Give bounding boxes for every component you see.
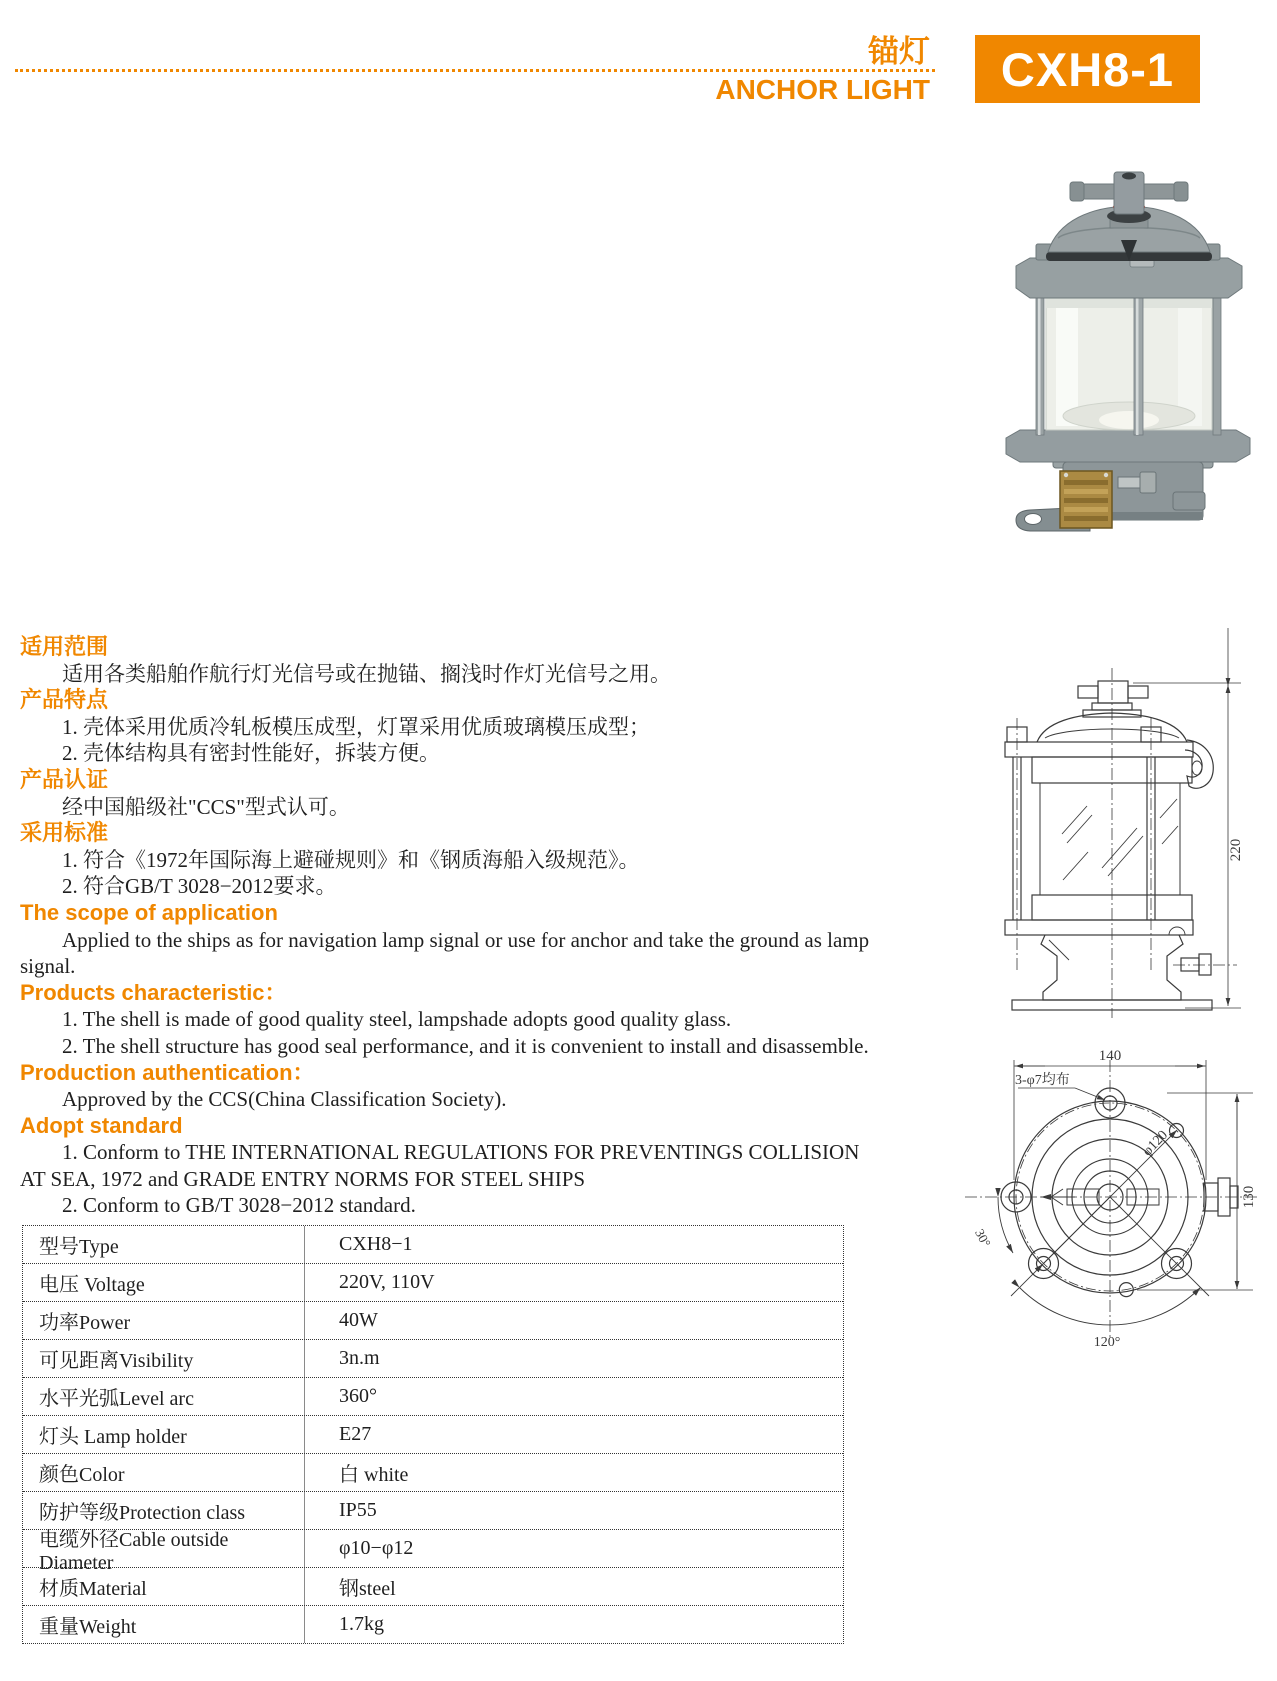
dim-width-label: 140 <box>1098 1048 1122 1064</box>
text-line: 1. Conform to THE INTERNATIONAL REGULATIONS FOR PREVENTINGS COLLISION <box>62 1140 860 1165</box>
text-line: signal. <box>20 954 76 979</box>
spec-value: 40W <box>339 1309 378 1331</box>
spec-label: 电缆外径Cable outside Diameter <box>23 1530 305 1567</box>
text-line: Applied to the ships as for navigation lamp signal or use for anchor and take the ground as lamp <box>62 927 870 952</box>
section-heading: 采用标准 <box>20 820 109 846</box>
model-badge <box>975 35 1200 103</box>
text-line: Approved by the CCS(China Classification Society). <box>62 1087 507 1112</box>
section-heading: 适用范围 <box>20 634 109 659</box>
table-row <box>23 1605 843 1643</box>
spec-label: 型号Type <box>23 1226 305 1263</box>
spec-value: 3n.m <box>339 1347 380 1369</box>
spec-label: 灯头 Lamp holder <box>23 1416 305 1453</box>
text-line: 经中国船级社"CCS"型式认可。 <box>62 794 350 819</box>
text-line: 2. Conform to GB/T 3028−2012 standard. <box>62 1193 416 1218</box>
table-row <box>23 1339 843 1377</box>
spec-label: 电压 Voltage <box>23 1264 305 1301</box>
spec-label: 防护等级Protection class <box>23 1492 305 1529</box>
dim-height-label: 220 <box>1228 838 1244 862</box>
spec-table <box>22 1225 844 1644</box>
text-line: 2. 符合GB/T 3028−2012要求。 <box>62 874 337 899</box>
bottom-view-drawing <box>915 1030 1277 1365</box>
section-heading: 产品特点 <box>20 687 109 713</box>
section-heading: Adopt standard <box>20 1112 183 1138</box>
spec-value: E27 <box>339 1423 372 1445</box>
angle-120-label: 120° <box>1093 1335 1121 1350</box>
table-row <box>23 1301 843 1339</box>
model-number: CXH8-1 <box>1000 42 1175 96</box>
section-heading: The scope of application <box>20 899 278 925</box>
text-line: 适用各类船舶作航行灯光信号或在抛锚、搁浅时作灯光信号之用。 <box>62 661 671 686</box>
section-heading: 产品认证 <box>20 766 109 792</box>
text-line: 1. The shell is made of good quality steel, lampshade adopts good quality glass. <box>62 1007 732 1032</box>
bottom-view-art <box>965 1060 1260 1338</box>
spec-value: 220V, 110V <box>339 1271 435 1293</box>
spec-value: 1.7kg <box>339 1613 384 1635</box>
table-row <box>23 1377 843 1415</box>
spec-value: 360° <box>339 1385 377 1407</box>
spec-value: 钢steel <box>339 1578 396 1600</box>
bolt-circle-label: φ120 <box>1139 1127 1171 1160</box>
spec-label: 水平光弧Level arc <box>23 1378 305 1415</box>
spec-label: 材质Material <box>23 1568 305 1605</box>
content-block <box>20 634 930 1219</box>
text-line: 2. The shell structure has good seal performance, and it is convenient to install and disassemble. <box>62 1033 869 1058</box>
table-row <box>23 1528 843 1574</box>
text-line: 1. 壳体采用优质冷轧板模压成型，灯罩采用优质玻璃模压成型； <box>62 714 650 739</box>
spec-label: 功率Power <box>23 1302 305 1339</box>
table-row <box>23 1567 843 1605</box>
spec-value: CXH8−1 <box>339 1233 413 1255</box>
table-row <box>23 1263 843 1301</box>
side-view-drawing <box>945 628 1275 1023</box>
spec-label: 可见距离Visibility <box>23 1340 305 1377</box>
section-heading: Production authentication： <box>20 1059 315 1085</box>
product-photo <box>920 140 1260 540</box>
angle-30-label: 30° <box>972 1226 994 1250</box>
spec-label: 重量Weight <box>23 1606 305 1643</box>
page-title-english: ANCHOR LIGHT <box>715 74 930 105</box>
lamp-photo-art <box>1006 172 1250 531</box>
text-line: AT SEA, 1972 and GRADE ENTRY NORMS FOR STEEL SHIPS <box>20 1166 586 1191</box>
side-view-art <box>1005 628 1241 1018</box>
holes-label: 3-φ7均布 <box>1015 1073 1070 1088</box>
spec-label: 颜色Color <box>23 1454 305 1491</box>
text-line: 1. 符合《1972年国际海上避碰规则》和《钢质海船入级规范》。 <box>62 847 640 872</box>
table-row <box>23 1226 843 1263</box>
page-title-chinese: 锚灯 <box>868 34 930 69</box>
dim-depth-label: 130 <box>1241 1185 1257 1209</box>
section-heading: Products characteristic： <box>20 979 287 1005</box>
spec-value: IP55 <box>339 1499 377 1521</box>
spec-value: 白 white <box>339 1464 409 1486</box>
text-line: 2. 壳体结构具有密封性能好，拆装方便。 <box>62 741 440 766</box>
spec-value: φ10−φ12 <box>339 1537 414 1559</box>
table-row <box>23 1453 843 1491</box>
table-row <box>23 1415 843 1453</box>
